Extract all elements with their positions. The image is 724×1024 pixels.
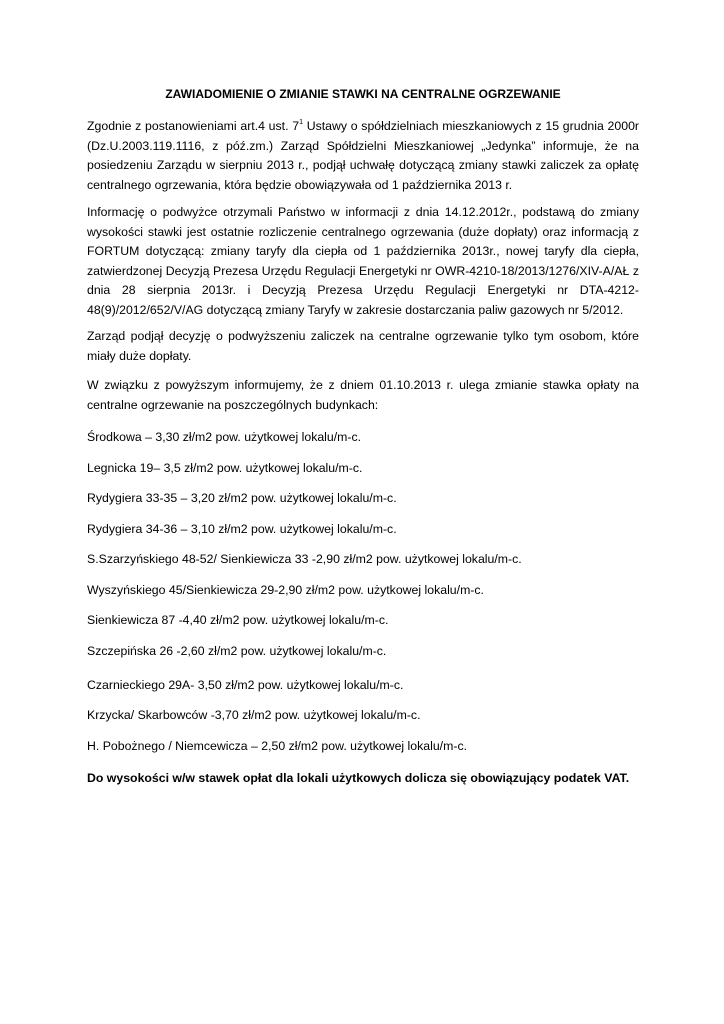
paragraph-line: FORTUM dotyczącą: zmiany taryfy dla ciepła od 1 października 2013r., nowej taryfy dla ciepła, [87, 244, 639, 258]
paragraph-legal-basis [87, 117, 639, 195]
paragraph-line: wysokości stawki jest ostatnie rozliczenie centralnego ogrzewania (duże dopłaty) oraz informacją z [87, 224, 639, 239]
vat-note: Do wysokości w/w stawek opłat dla lokali użytkowych dolicza się obowiązujący podatek VAT. [87, 771, 630, 785]
rate-line: Środkowa – 3,30 zł/m2 pow. użytkowej lokalu/m-c. [87, 430, 362, 444]
document-title: ZAWIADOMIENIE O ZMIANIE STAWKI NA CENTRALNE OGRZEWANIE [165, 87, 561, 101]
paragraph-line: dnia 28 sierpnia 2013r. i Decyzją Prezesa Urzędu Regulacji Energetyki nr DTA-4212- [87, 283, 639, 297]
paragraph-line: Informację o podwyżce otrzymali Państwo w informacji z dnia 14.12.2012r., podstawą do zmiany [87, 205, 639, 219]
rate-line: Sienkiewicza 87 -4,40 zł/m2 pow. użytkowej lokalu/m-c. [87, 613, 389, 627]
text-segment: Zgodnie z postanowieniami art.4 ust. 7 [87, 119, 300, 133]
paragraph-line: centralne ogrzewanie na poszczególnych budynkach: [87, 397, 379, 412]
paragraph-line: Zarząd podjął decyzję o podwyższeniu zaliczek na centralne ogrzewanie tylko tym osobom, które [87, 329, 639, 343]
rate-line: Czarnieckiego 29A- 3,50 zł/m2 pow. użytkowej lokalu/m-c. [87, 678, 404, 692]
document-page [87, 0, 639, 1024]
paragraph-line: (Dz.U.2003.119.1116, z póź.zm.) Zarząd Spółdzielni Mieszkaniowej „Jedynka” informuje, że na [87, 138, 639, 153]
rate-line: S.Szarzyńskiego 48-52/ Sienkiewicza 33 -2,90 zł/m2 pow. użytkowej lokalu/m-c. [87, 552, 522, 566]
rate-line: Szczepińska 26 -2,60 zł/m2 pow. użytkowej lokalu/m-c. [87, 644, 387, 658]
rate-line: Krzycka/ Skarbowców -3,70 zł/m2 pow. użytkowej lokalu/m-c. [87, 708, 421, 722]
paragraph-line: W związku z powyższym informujemy, że z dniem 01.10.2013 r. ulega zmianie stawka opłaty na [87, 378, 639, 392]
paragraph-line: 48(9)/2012/652/V/AG dotyczącą zmiany Taryfy w zakresie dostarczania paliw gazowych nr 5/2012. [87, 302, 624, 317]
paragraph-line: zatwierdzonej Decyzją Prezesa Urzędu Regulacji Energetyki nr OWR-4210-18/2013/1276/XIV-A/AŁ z [87, 263, 639, 278]
paragraph-board-decision [87, 327, 639, 366]
paragraph-line: miały duże dopłaty. [87, 348, 192, 363]
paragraph-line [87, 117, 639, 137]
paragraph-line: centralnego ogrzewania, która będzie obowiązywała od 1 października 2013 r. [87, 177, 513, 192]
rate-line: Rydygiera 33-35 – 3,20 zł/m2 pow. użytkowej lokalu/m-c. [87, 491, 397, 505]
rate-line: Wyszyńskiego 45/Sienkiewicza 29-2,90 zł/m2 pow. użytkowej lokalu/m-c. [87, 583, 484, 597]
paragraph-line: posiedzeniu Zarządu w sierpniu 2013 r., podjął uchwałę dotyczącą zmiany stawki zaliczek za opłatę [87, 158, 639, 172]
rate-line: H. Pobożnego / Niemcewicza – 2,50 zł/m2 pow. użytkowej lokalu/m-c. [87, 739, 468, 753]
superscript-number: 1 [299, 119, 303, 126]
rate-line: Rydygiera 34-36 – 3,10 zł/m2 pow. użytkowej lokalu/m-c. [87, 522, 397, 536]
rate-line: Legnicka 19– 3,5 zł/m2 pow. użytkowej lokalu/m-c. [87, 461, 363, 475]
text-segment: Ustawy o spółdzielniach mieszkaniowych z 15 grudnia 2000r [302, 119, 639, 133]
paragraph-increase-basis [87, 203, 639, 320]
paragraph-rate-change [87, 376, 639, 415]
